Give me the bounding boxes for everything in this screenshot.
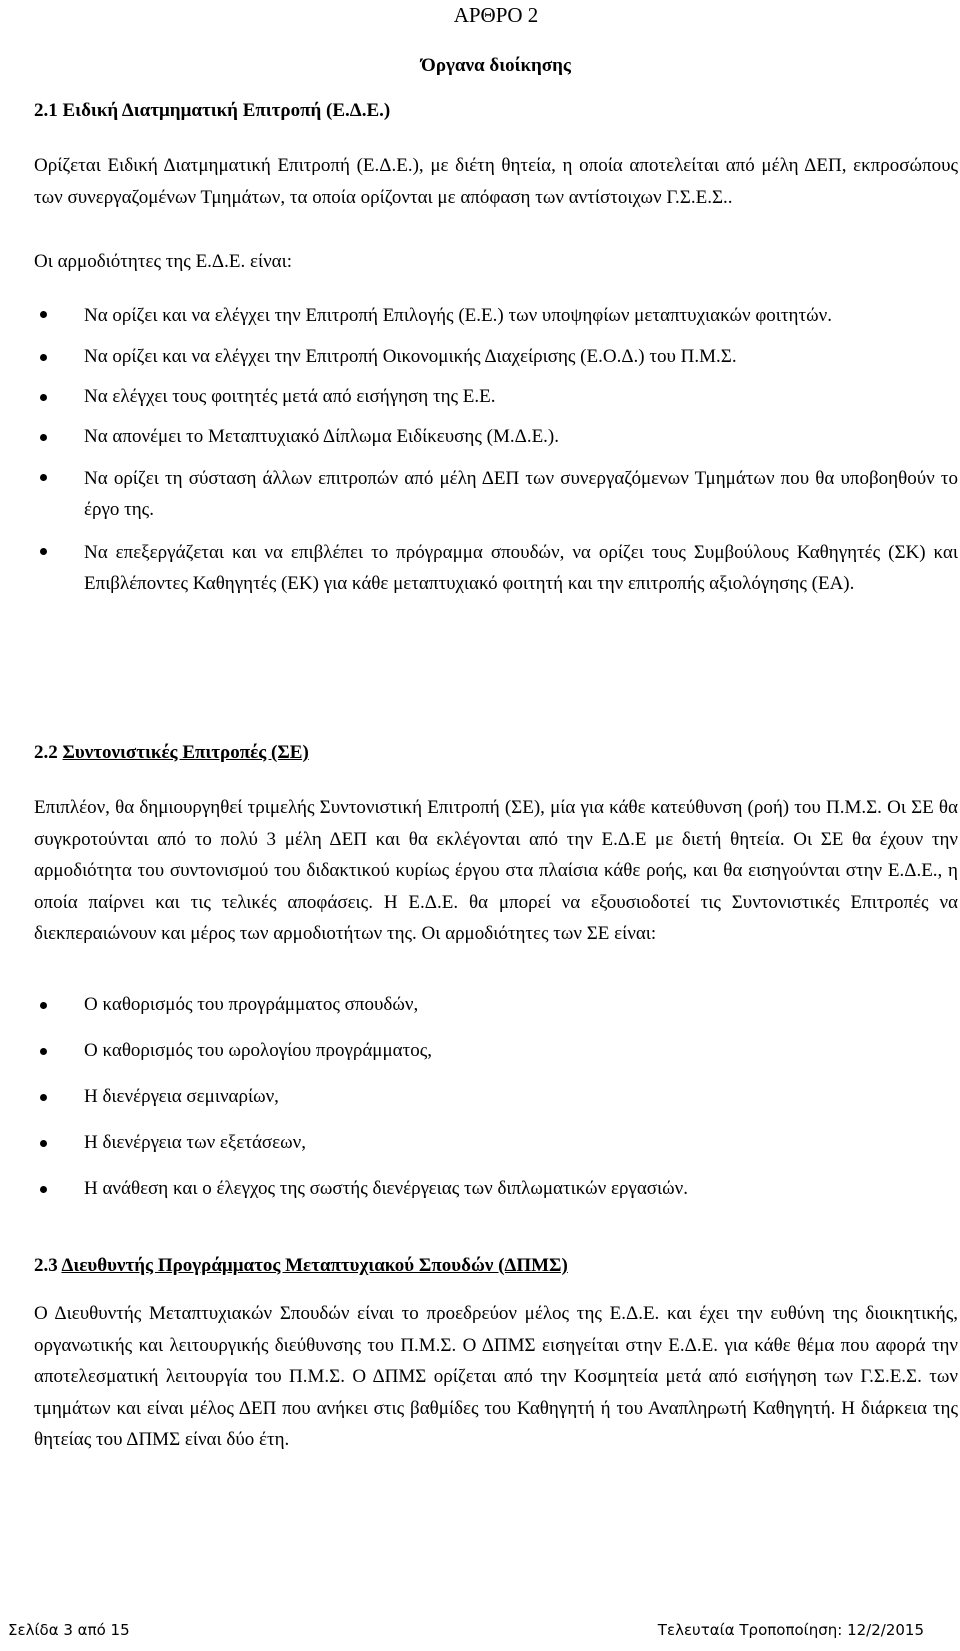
list-item: Ο καθορισμός του ωρολογίου προγράμματος, (34, 1037, 958, 1065)
section-heading-2-1: 2.1 Ειδική Διατμηματική Επιτροπή (Ε.Δ.Ε.) (34, 100, 391, 121)
section-heading-2-2 (34, 740, 309, 766)
list-item: Η ανάθεση και ο έλεγχος της σωστής διενέργειας των διπλωματικών εργασιών. (34, 1175, 958, 1203)
footer-last-modified: Τελευταία Τροποποίηση: 12/2/2015 (657, 1621, 924, 1639)
bullet-icon (40, 1048, 47, 1055)
section-2-1-paragraph: Ορίζεται Ειδική Διατμηματική Επιτροπή (Ε.Δ.Ε.), με διέτη θητεία, η οποία αποτελείται από μέλη ΔΕΠ, εκπροσώπους των συνεργαζομένων Τμημάτων, τα οποία ορίζονται με απόφαση των αντίστοιχων Γ.Σ.Ε.Σ.. (34, 155, 958, 208)
section-number: 2.2 (34, 742, 58, 763)
list-item: Να απονέμει το Μεταπτυχιακό Δίπλωμα Ειδίκευσης (Μ.Δ.Ε.). (34, 423, 958, 451)
bullet-icon (40, 1140, 47, 1147)
list-item: Να ορίζει και να ελέγχει την Επιτροπή Οικονομικής Διαχείρισης (Ε.Ο.Δ.) του Π.Μ.Σ. (34, 343, 958, 371)
section-2-3-paragraph: Ο Διευθυντής Μεταπτυχιακών Σπουδών είναι το προεδρεύον μέλος της Ε.Δ.Ε. και έχει την ευθύνη της διοικητικής, οργανωτικής και λειτουργικής διεύθυνσης του Π.Μ.Σ. Ο ΔΠΜΣ εισηγείται στην Ε.Δ.Ε. για κάθε θέμα που αφορά την αποτελεσματική λειτουργία του Π.Μ.Σ. Ο ΔΠΜΣ ορίζεται από την Κοσμητεία μετά από εισήγηση των Γ.Σ.Ε.Σ. των τμημάτων και είναι μέλος ΔΕΠ που ανήκει στις βαθμίδες του Καθηγητή ή του Αναπληρωτή Καθηγητή. Η διάρκεια της θητείας του ΔΠΜΣ είναι δύο έτη. (34, 1303, 958, 1450)
list-item: Ο καθορισμός του προγράμματος σπουδών, (34, 991, 958, 1019)
bullet-icon (40, 1186, 47, 1193)
bullet-icon (40, 548, 47, 555)
list-item: Η διενέργεια των εξετάσεων, (34, 1129, 958, 1157)
section-heading-2-3 (34, 1253, 568, 1279)
bullet-icon (40, 434, 47, 441)
bullet-icon (40, 474, 47, 481)
list-item: Η διενέργεια σεμιναρίων, (34, 1083, 958, 1111)
bullet-icon (40, 311, 47, 318)
section-2-1-intro: Οι αρμοδιότητες της Ε.Δ.Ε. είναι: (34, 251, 293, 272)
list-item: Να ορίζει και να ελέγχει την Επιτροπή Επιλογής (Ε.Ε.) των υποψηφίων μεταπτυχιακών φοιτητών. (34, 300, 958, 331)
section-title: Συντονιστικές Επιτροπές (ΣΕ) (62, 742, 309, 763)
section-number: 2.3 (34, 1255, 58, 1276)
bullet-icon (40, 1094, 47, 1101)
list-item: Να επεξεργάζεται και να επιβλέπει το πρόγραμμα σπουδών, να ορίζει τους Συμβούλους Καθηγητές (ΣΚ) και Επιβλέποντες Καθηγητές (ΕΚ) για κάθε μεταπτυχιακό φοιτητή και την επιτροπής αξιολόγησης (ΕΑ). (34, 537, 958, 599)
article-title: ΑΡΘΡΟ 2 (453, 3, 539, 27)
bullet-icon (40, 394, 47, 401)
section-2-2-list (34, 991, 958, 1221)
article-subtitle: Όργανα διοίκησης (421, 55, 571, 76)
section-title: Διευθυντής Προγράμματος Μεταπτυχιακού Σπουδών (ΔΠΜΣ) (61, 1255, 568, 1276)
bullet-icon (40, 1002, 47, 1009)
section-2-1-list (34, 300, 958, 611)
list-item: Να ορίζει τη σύσταση άλλων επιτροπών από μέλη ΔΕΠ των συνεργαζόμενων Τμημάτων που θα υποβοηθούν το έργο της. (34, 463, 958, 525)
section-2-2-paragraph: Επιπλέον, θα δημιουργηθεί τριμελής Συντονιστική Επιτροπή (ΣΕ), μία για κάθε κατεύθυνση (ροή) του Π.Μ.Σ. Οι ΣΕ θα συγκροτούνται από το πολύ 3 μέλη ΔΕΠ και θα εκλέγονται από την Ε.Δ.Ε με διετή θητεία. Οι ΣΕ θα έχουν την αρμοδιότητα του συντονισμού του διδακτικού κυρίως έργου στα πλαίσια κάθε ροής, και θα εισηγούνται στην Ε.Δ.Ε., η οποία παίρνει και τις τελικές αποφάσεις. Η Ε.Δ.Ε. θα μπορεί να εξουσιοδοτεί τις Συντονιστικές Επιτροπές να διεκπεραιώνουν και μέρος των αρμοδιοτήτων της. Οι αρμοδιότητες των ΣΕ είναι: (34, 797, 958, 944)
bullet-icon (40, 354, 47, 361)
list-item: Να ελέγχει τους φοιτητές μετά από εισήγηση της Ε.Ε. (34, 383, 958, 411)
footer-page-number: Σελίδα 3 από 15 (8, 1621, 130, 1639)
